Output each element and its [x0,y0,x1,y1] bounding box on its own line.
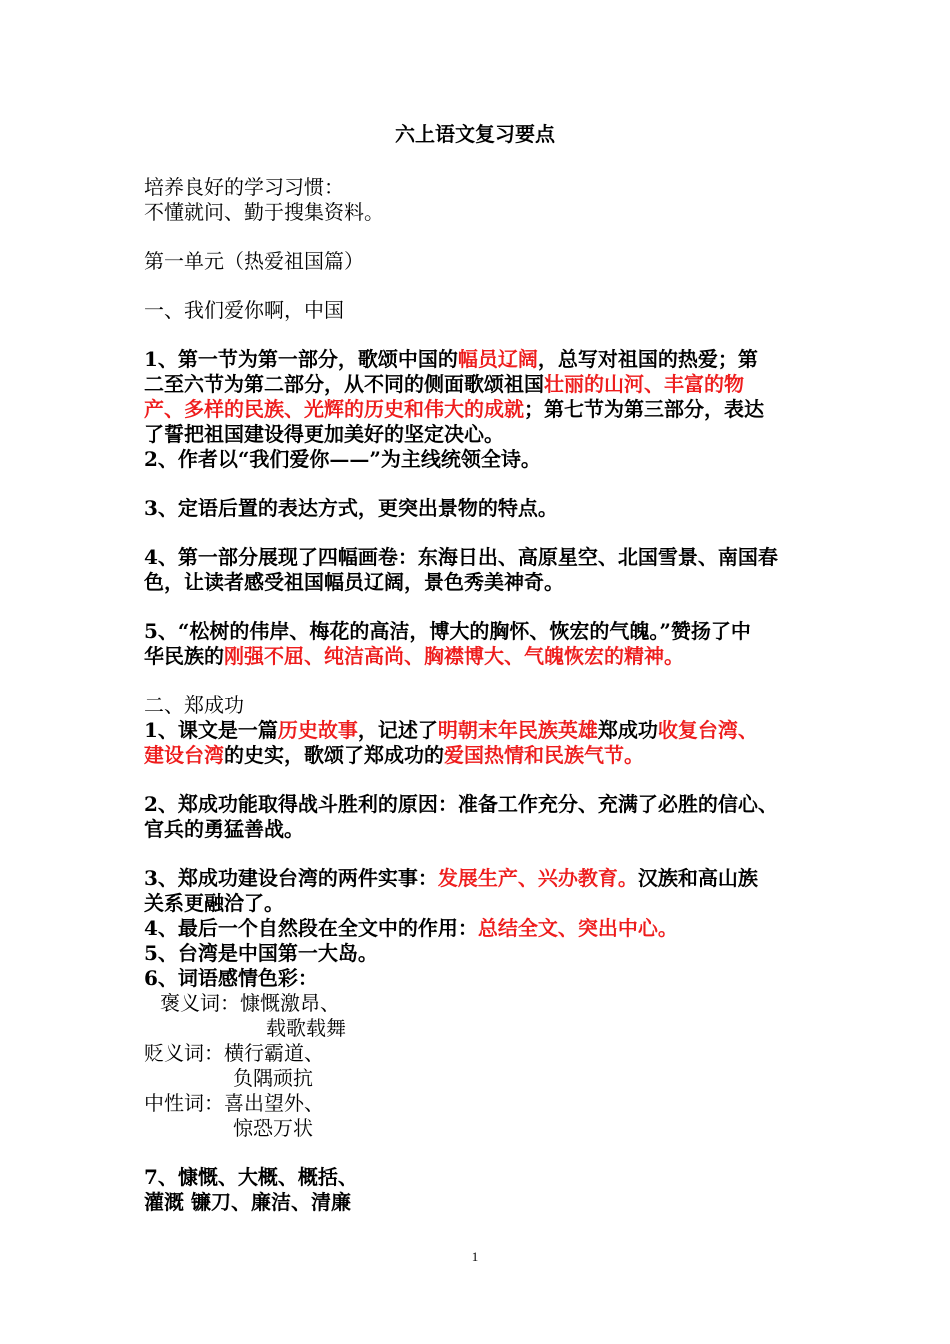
highlight-text: 总结全文、突出中心。 [477,916,678,940]
lesson2-point-1 [144,718,824,768]
text-run: 官兵的勇猛善战。 [144,817,304,841]
lesson1-point-1 [144,347,824,447]
lesson1-point-2: 2、作者以“我们爱你——”为主线统领全诗。 [144,447,541,471]
lesson1-heading: 一、我们爱你啊，中国 [144,298,344,322]
neutral-word: 喜出望外、 [224,1091,324,1115]
text-run: 华民族的 [144,644,224,668]
text-run: 5、“松树的伟岸、梅花的高洁，博大的胸怀、恢宏的气魄。”赞扬了中 [144,619,751,643]
word-sentiment-heading: 6、词语感情色彩： [144,966,318,990]
habit-body: 不懂就问、勤于搜集资料。 [144,200,384,224]
derogatory-word: 横行霸道、 [224,1041,324,1065]
highlight-text: 发展生产、兴办教育。 [437,866,638,890]
lesson2-point-6 [144,966,824,1141]
text-run: 了誓把祖国建设得更加美好的坚定决心。 [144,422,504,446]
text-run: 二至六节为第二部分，从不同的侧面歌颂祖国 [144,372,544,396]
highlight-text: 刚强不屈、纯洁高尚、胸襟博大、气魄恢宏的精神。 [224,644,684,668]
text-run: 2、郑成功能取得战斗胜利的原因：准备工作充分、充满了必胜的信心、 [144,792,778,816]
page-number: 1 [471,1249,479,1264]
text-run: ，总写对祖国的热爱；第 [537,347,758,371]
text-run: ；第七节为第三部分，表达 [524,397,764,421]
highlight-text: 产、多样的民族、光辉的历史和伟大的成就 [144,397,524,421]
derogatory-word: 负隅顽抗 [233,1066,313,1090]
lesson1-point-3: 3、定语后置的表达方式，更突出景物的特点。 [144,496,558,520]
text-run: 1、课文是一篇 [144,718,278,742]
text-run: 4、第一部分展现了四幅画卷：东海日出、高原星空、北国雪景、南国春 [144,545,778,569]
lesson2-point-2 [144,792,824,842]
lesson1-point-4 [144,545,824,595]
lesson2-point-3 [144,866,824,916]
lesson2-point-5: 5、台湾是中国第一大岛。 [144,941,378,965]
text-run: 关系更融洽了。 [144,891,284,915]
text-run: 1、第一节为第一部分，歌颂中国的 [144,347,458,371]
highlight-text: 明朝末年民族英雄 [437,718,598,742]
neutral-word: 惊恐万状 [233,1116,313,1140]
highlight-text: 幅员辽阔 [457,347,538,371]
text-run: 的史实，歌颂了郑成功的 [224,743,444,767]
text-run: 4、最后一个自然段在全文中的作用： [144,916,478,940]
lesson2-point-4 [144,916,824,941]
habit-heading: 培养良好的学习习惯： [144,175,344,199]
document-body [144,122,824,1215]
text-run: 灌溉 镰刀、廉洁、清廉 [144,1190,351,1214]
text-run: 郑成功 [597,718,658,742]
lesson2-heading: 二、郑成功 [144,693,244,717]
text-run: 7、慷慨、大概、概括、 [144,1165,358,1189]
highlight-text: 收复台湾、 [657,718,758,742]
text-run: 色，让读者感受祖国幅员辽阔，景色秀美神奇。 [144,570,564,594]
lesson2-point-7 [144,1165,824,1215]
page-title: 六上语文复习要点 [395,122,555,146]
text-run: ，记述了 [357,718,438,742]
unit1-heading: 第一单元（热爱祖国篇） [144,249,364,273]
text-run: 汉族和高山族 [637,866,758,890]
praise-label: 褒义词： [160,991,240,1015]
highlight-text: 建设台湾 [144,743,224,767]
lesson1-point-5 [144,619,824,669]
praise-word: 慷慨激昂、 [240,991,340,1015]
highlight-text: 壮丽的山河、丰富的物 [544,372,744,396]
praise-word: 载歌载舞 [266,1016,346,1040]
highlight-text: 历史故事 [277,718,358,742]
text-run: 3、郑成功建设台湾的两件实事： [144,866,438,890]
derogatory-label: 贬义词： [144,1041,224,1065]
highlight-text: 爱国热情和民族气节。 [444,743,644,767]
neutral-label: 中性词： [144,1091,224,1115]
